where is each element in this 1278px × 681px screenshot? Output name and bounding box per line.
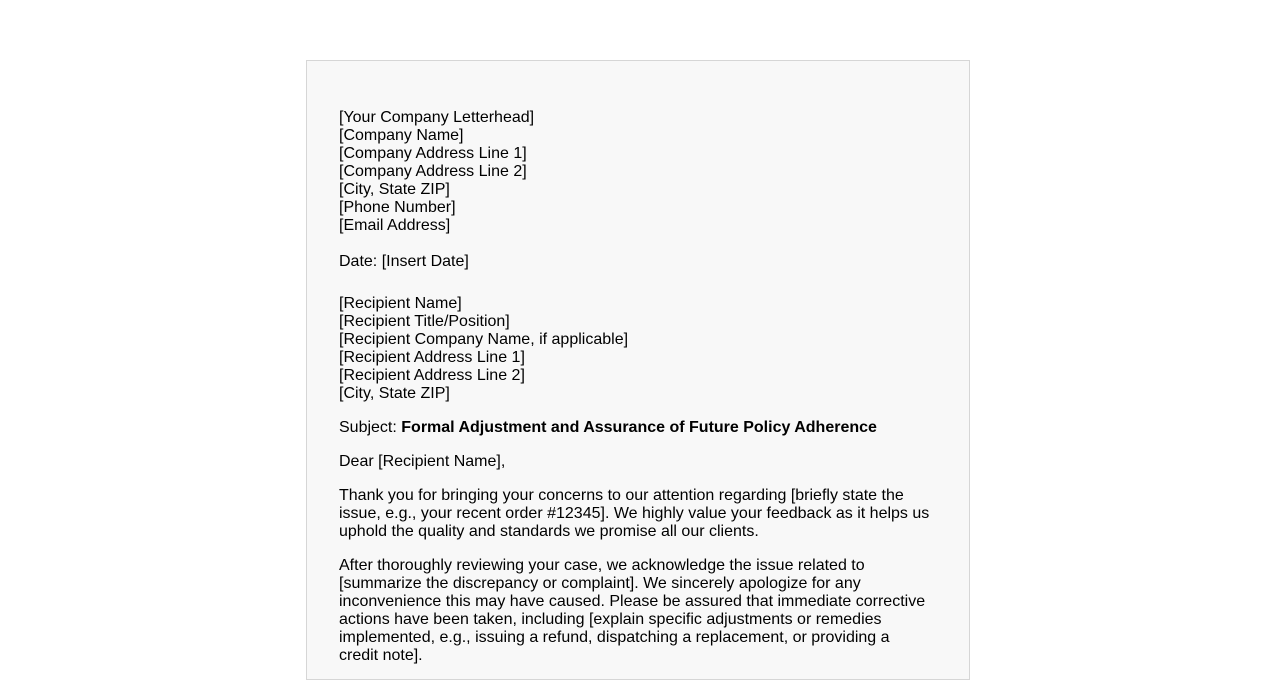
recipient-company: [Recipient Company Name, if applicable] [339,331,629,348]
company-address-line-2: [Company Address Line 2] [339,163,527,180]
letter-date [339,253,939,271]
recipient-address-line-2: [Recipient Address Line 2] [339,367,525,384]
recipient-city-state-zip: [City, State ZIP] [339,385,450,402]
salutation-text: Dear [Recipient Name], [339,453,506,470]
recipient-name: [Recipient Name] [339,295,462,312]
letter-content [339,109,939,681]
sender-letterhead [339,109,939,235]
subject-title: Formal Adjustment and Assurance of Future Policy Adherence [401,419,877,436]
company-phone: [Phone Number] [339,199,456,216]
body-paragraph-1: Thank you for bringing your concerns to our attention regarding [briefly state the issue, e.g., your recent order #12345]. We highly value your feedback as it helps us uphold the quality and standards we promise all our clients. [339,487,930,540]
letter-page [306,60,970,680]
company-name: [Company Name] [339,127,464,144]
salutation [339,453,939,471]
body-paragraph-2: After thoroughly reviewing your case, we acknowledge the issue related to [summarize the discrepancy or complaint]. We sincerely apologize for any inconvenience this may have caused. Please be assured that immediate corrective actions have been taken, including [explain specific adjustments or remedies implemented, e.g., issuing a refund, dispatching a replacement, or providing a credit note]. [339,557,926,664]
company-city-state-zip: [City, State ZIP] [339,181,450,198]
company-address-line-1: [Company Address Line 1] [339,145,527,162]
company-email: [Email Address] [339,217,451,234]
date-text: Date: [Insert Date] [339,253,469,270]
letterhead-title: [Your Company Letterhead] [339,109,535,126]
recipient-address [339,295,939,403]
subject-line [339,419,939,437]
subject-label: Subject: [339,419,402,436]
recipient-address-line-1: [Recipient Address Line 1] [339,349,525,366]
recipient-title: [Recipient Title/Position] [339,313,510,330]
